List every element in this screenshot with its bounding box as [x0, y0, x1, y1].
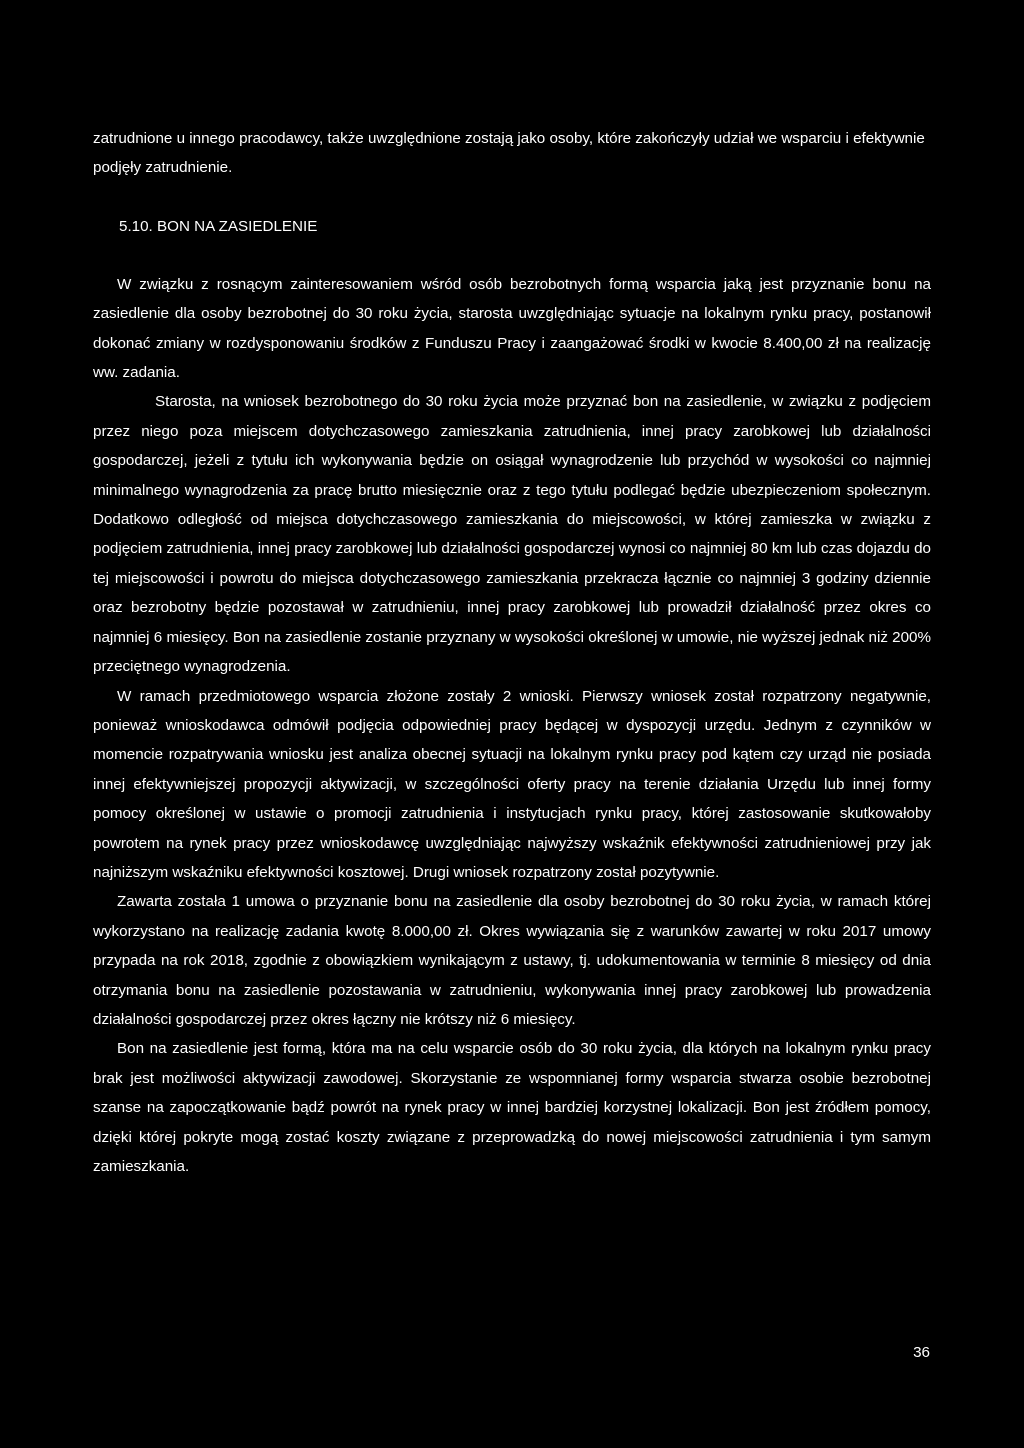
section-heading: 5.10. BON NA ZASIEDLENIE: [119, 217, 318, 235]
page-number: 36: [913, 1344, 930, 1361]
paragraph-1: W związku z rosnącym zainteresowaniem wśród osób bezrobotnych formą wsparcia jaką jest przyznanie bonu na zasiedlenie dla osoby bezrobotnej do 30 roku życia, starosta uwzględniając sytuacje na lokalnym rynku pracy, postanowił dokonać zmiany w rozdysponowaniu środków z Funduszu Pracy i zaangażować środki w kwocie 8.400,00 zł na realizację ww. zadania.: [93, 275, 931, 382]
document-page: [93, 124, 931, 1181]
paragraph-3: W ramach przedmiotowego wsparcia złożone zostały 2 wnioski. Pierwszy wniosek został rozpatrzony negatywnie, ponieważ wnioskodawca odmówił podjęcia odpowiedniej pracy będącej w dyspozycji urzędu. Jednym z czynników w momencie rozpatrywania wniosku jest analiza obecnej sytuacji na lokalnym rynku pracy pod kątem czy urząd nie posiada innej efektywniejszej propozycji aktywizacji, w szczególności oferty pracy na terenie działania Urzędu lub innej formy pomocy określonej w ustawie o promocji zatrudnienia i instytucjach rynku pracy, której zastosowanie skutkowałoby powrotem na rynek pracy przez wnioskodawcę uwzględniając najwyższy wskaźnik efektywności zatrudnieniowej przy jak najniższym wskaźniku efektywności kosztowej. Drugi wniosek rozpatrzony został pozytywnie.: [93, 687, 931, 881]
paragraph-2: Starosta, na wniosek bezrobotnego do 30 roku życia może przyznać bon na zasiedlenie, w związku z podjęciem przez niego poza miejscem dotychczasowego zamieszkania zatrudnienia, innej pracy zarobkowej lub działalności gospodarczej, jeżeli z tytułu ich wykonywania będzie on osiągał wynagrodzenie lub przychód w wysokości co najmniej minimalnego wynagrodzenia za pracę brutto miesięcznie oraz z tego tytułu podlegać będzie ubezpieczeniom społecznym. Dodatkowo odległość od miejsca dotychczasowego zamieszkania do miejscowości, w której zamieszka w związku z podjęciem zatrudnienia, innej pracy zarobkowej lub działalności gospodarczej wynosi co najmniej 80 km lub czas dojazdu do tej miejscowości i powrotu do miejsca dotychczasowego zamieszkania przekracza łącznie co najmniej 3 godziny dziennie oraz bezrobotny będzie pozostawał w zatrudnieniu, innej pracy zarobkowej lub prowadził działalność przez okres co najmniej 6 miesięcy. Bon na zasiedlenie zostanie przyznany w wysokości określonej w umowie, nie wyższej jednak niż 200% przeciętnego wynagrodzenia.: [93, 393, 931, 676]
intro-paragraph: zatrudnione u innego pracodawcy, także uwzględnione zostają jako osoby, które zakończyły udział we wsparciu i efektywnie podjęły zatrudnienie.: [93, 130, 925, 177]
paragraph-5: Bon na zasiedlenie jest formą, która ma na celu wsparcie osób do 30 roku życia, dla których na lokalnym rynku pracy brak jest możliwości aktywizacji zawodowej. Skorzystanie ze wspomnianej formy wsparcia stwarza osobie bezrobotnej szanse na zapoczątkowanie bądź powrót na rynek pracy w innej bardziej korzystnej lokalizacji. Bon jest źródłem pomocy, dzięki której pokryte mogą zostać koszty związane z przeprowadzką do nowej miejscowości zatrudnienia i tym samym zamieszkania.: [93, 1040, 931, 1175]
paragraph-4: Zawarta została 1 umowa o przyznanie bonu na zasiedlenie dla osoby bezrobotnej do 30 roku życia, w ramach której wykorzystano na realizację zadania kwotę 8.000,00 zł. Okres wywiązania się z warunków zawartej w roku 2017 umowy przypada na rok 2018, zgodnie z obowiązkiem wynikającym z ustawy, tj. udokumentowania w terminie 8 miesięcy od dnia otrzymania bonu na zasiedlenie pozostawania w zatrudnieniu, wykonywania innej pracy zarobkowej lub prowadzenia działalności gospodarczej przez okres łączny nie krótszy niż 6 miesięcy.: [93, 893, 931, 1028]
